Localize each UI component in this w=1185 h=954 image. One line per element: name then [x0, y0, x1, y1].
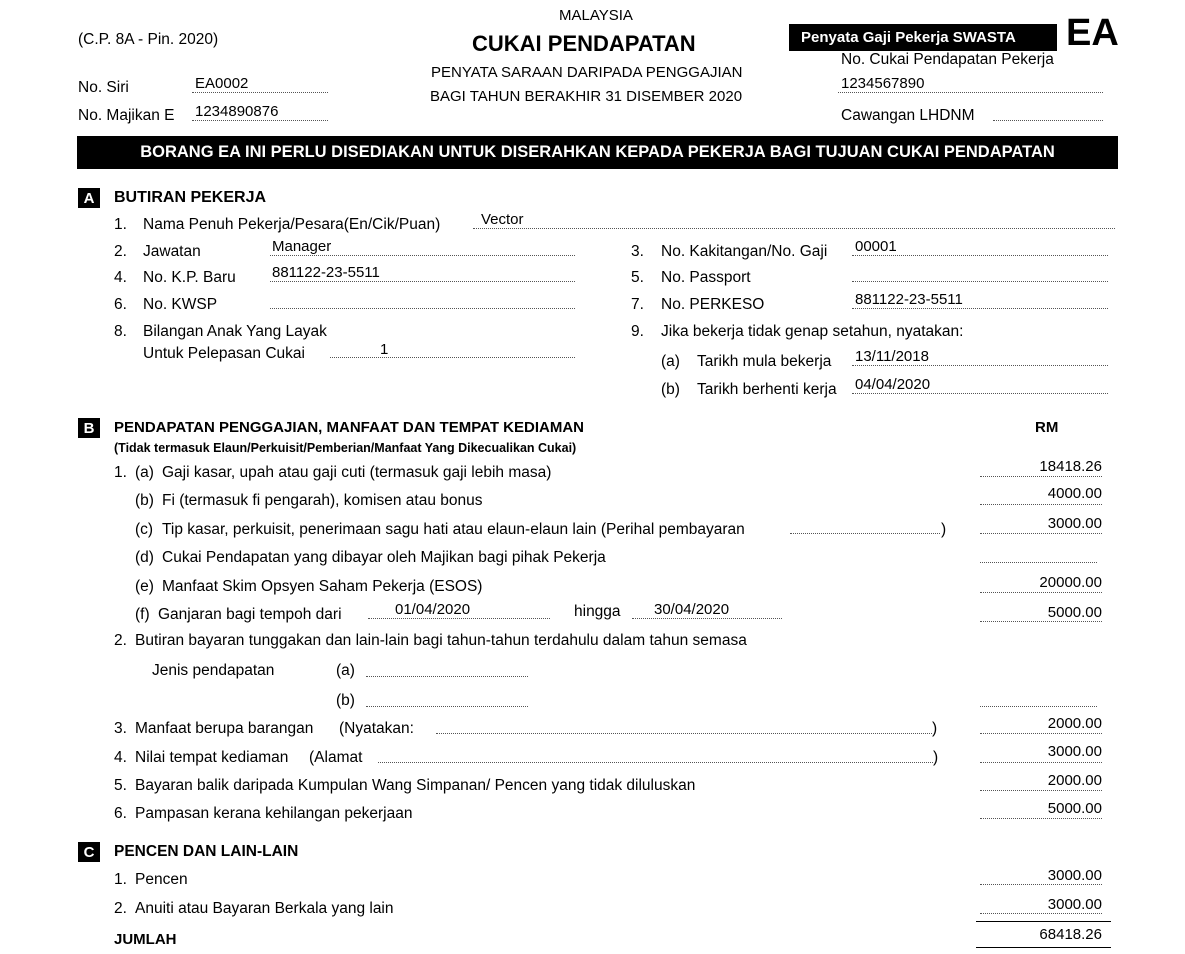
- b1b-amount: 4000.00: [1047, 485, 1102, 502]
- branch-line: [993, 120, 1103, 121]
- b1a-label: (a): [135, 464, 154, 481]
- b2a-line: [366, 676, 528, 677]
- b1e-text: Manfaat Skim Opsyen Saham Pekerja (ESOS): [162, 578, 483, 595]
- total-bottom-rule: [976, 947, 1111, 948]
- country-label: MALAYSIA: [559, 7, 633, 24]
- b3-text: Manfaat berupa barangan: [135, 720, 314, 737]
- ic-label: No. K.P. Baru: [143, 269, 236, 286]
- b2-type-label: Jenis pendapatan: [152, 662, 275, 679]
- no-siri-line: [192, 92, 328, 93]
- a-num-2: 2.: [114, 243, 127, 260]
- b1f-amount: 5000.00: [1047, 604, 1102, 621]
- b1b-label: (b): [135, 492, 154, 509]
- c1-amount: 3000.00: [1047, 867, 1102, 884]
- end-date-value: 04/04/2020: [855, 376, 931, 393]
- kwsp-label: No. KWSP: [143, 296, 218, 313]
- b5-amount: 2000.00: [1047, 772, 1102, 789]
- total-amount: 68418.26: [1039, 926, 1102, 943]
- b1f-text: Ganjaran bagi tempoh dari: [158, 606, 342, 623]
- c2-text: Anuiti atau Bayaran Berkala yang lain: [135, 900, 394, 917]
- position-value: Manager: [272, 238, 332, 255]
- b4-amount: 3000.00: [1047, 743, 1102, 760]
- b1f-to-value: 30/04/2020: [654, 601, 730, 618]
- ic-line: [270, 281, 575, 282]
- page-title: CUKAI PENDAPATAN: [472, 31, 696, 56]
- b1d-line: [980, 562, 1097, 563]
- b1a-line: [980, 476, 1102, 477]
- b3-line: [980, 733, 1102, 734]
- no-majikan-value: 1234890876: [195, 103, 279, 120]
- b3-close: ): [932, 720, 938, 737]
- start-sub-label: (a): [661, 353, 680, 370]
- b1f-to-line: [632, 618, 782, 619]
- total-label: JUMLAH: [114, 931, 177, 948]
- b4-address: (Alamat: [309, 749, 363, 766]
- b1d-text: Cukai Pendapatan yang dibayar oleh Majikan bagi pihak Pekerja: [162, 549, 606, 566]
- name-value: Vector: [481, 211, 524, 228]
- b1a-text: Gaji kasar, upah atau gaji cuti (termasuk gaji lebih masa): [162, 464, 552, 481]
- b-num-2: 2.: [114, 632, 127, 649]
- banner: BORANG EA INI PERLU DISEDIAKAN UNTUK DISERAHKAN KEPADA PEKERJA BAGI TUJUAN CUKAI PENDAPATAN: [77, 136, 1118, 169]
- b6-line: [980, 818, 1102, 819]
- section-a-title: BUTIRAN PEKERJA: [114, 189, 267, 206]
- c2-line: [980, 913, 1102, 914]
- c2-amount: 3000.00: [1047, 896, 1102, 913]
- total-top-rule: [976, 921, 1111, 922]
- b1c-label: (c): [135, 521, 154, 538]
- passport-label: No. Passport: [661, 269, 751, 286]
- end-sub-label: (b): [661, 381, 680, 398]
- a-num-7: 7.: [631, 296, 644, 313]
- statement-type-badge: Penyata Gaji Pekerja SWASTA: [789, 24, 1057, 51]
- c-num-2: 2.: [114, 900, 127, 917]
- subtitle-2: BAGI TAHUN BERAKHIR 31 DISEMBER 2020: [430, 88, 743, 105]
- b-num-5: 5.: [114, 777, 127, 794]
- a-num-9: 9.: [631, 323, 644, 340]
- position-label: Jawatan: [143, 243, 201, 260]
- ic-value: 881122-23-5511: [272, 264, 380, 281]
- b1f-line: [980, 621, 1102, 622]
- b4-close: ): [933, 749, 939, 766]
- b5-line: [980, 790, 1102, 791]
- branch-label: Cawangan LHDNM: [841, 107, 975, 124]
- section-b-note: (Tidak termasuk Elaun/Perkuisit/Pemberian/Manfaat Yang Dikecualikan Cukai): [114, 441, 577, 455]
- a-num-3: 3.: [631, 243, 644, 260]
- b-num-3: 3.: [114, 720, 127, 737]
- children-label-2: Untuk Pelepasan Cukai: [143, 345, 305, 362]
- b1f-label: (f): [135, 606, 150, 623]
- c-num-1: 1.: [114, 871, 127, 888]
- passport-line: [852, 281, 1108, 282]
- b6-amount: 5000.00: [1047, 800, 1102, 817]
- perkeso-value: 881122-23-5511: [855, 291, 963, 308]
- b1f-to-label: hingga: [574, 603, 621, 620]
- b3-fill-line: [436, 733, 932, 734]
- section-a-letter: A: [78, 188, 100, 208]
- b1d-label: (d): [135, 549, 154, 566]
- b1c-line: [980, 533, 1102, 534]
- a-num-6: 6.: [114, 296, 127, 313]
- perkeso-label: No. PERKESO: [661, 296, 765, 313]
- staff-line: [852, 255, 1108, 256]
- kwsp-line: [270, 308, 575, 309]
- a-num-5: 5.: [631, 269, 644, 286]
- b1a-amount: 18418.26: [1039, 458, 1102, 475]
- b2b-line: [366, 706, 528, 707]
- a-num-1: 1.: [114, 216, 127, 233]
- currency-label: RM: [1035, 419, 1059, 436]
- children-line: [330, 357, 575, 358]
- children-value: 1: [380, 341, 389, 358]
- b1b-text: Fi (termasuk fi pengarah), komisen atau bonus: [162, 492, 483, 509]
- section-b-letter: B: [78, 418, 100, 438]
- position-line: [270, 255, 575, 256]
- form-code: (C.P. 8A - Pin. 2020): [78, 31, 219, 48]
- b1c-text: Tip kasar, perkuisit, penerimaan sagu hati atau elaun-elaun lain (Perihal pembayaran: [162, 521, 745, 538]
- b3-specify: (Nyatakan:: [339, 720, 414, 737]
- b1c-amount: 3000.00: [1047, 515, 1102, 532]
- end-date-line: [852, 393, 1108, 394]
- b2a-label: (a): [336, 662, 355, 679]
- b1b-line: [980, 504, 1102, 505]
- no-siri-value: EA0002: [195, 75, 249, 92]
- b1e-label: (e): [135, 578, 154, 595]
- b1f-from-line: [368, 618, 550, 619]
- b4-text: Nilai tempat kediaman: [135, 749, 289, 766]
- b5-text: Bayaran balik daripada Kumpulan Wang Simpanan/ Pencen yang tidak diluluskan: [135, 777, 696, 794]
- c1-line: [980, 884, 1102, 885]
- subtitle-1: PENYATA SARAAN DARIPADA PENGGAJIAN: [431, 64, 743, 81]
- partial-year-label: Jika bekerja tidak genap setahun, nyatakan:: [661, 323, 964, 340]
- end-date-label: Tarikh berhenti kerja: [697, 381, 837, 398]
- start-date-label: Tarikh mula bekerja: [697, 353, 832, 370]
- b-num-1: 1.: [114, 464, 127, 481]
- b2b-label: (b): [336, 692, 355, 709]
- perkeso-line: [852, 308, 1108, 309]
- section-c-letter: C: [78, 842, 100, 862]
- staff-value: 00001: [855, 238, 897, 255]
- tax-no-value: 1234567890: [841, 75, 925, 92]
- name-line: [473, 228, 1115, 229]
- b-num-4: 4.: [114, 749, 127, 766]
- a-num-8: 8.: [114, 323, 127, 340]
- b1f-from-value: 01/04/2020: [395, 601, 471, 618]
- b1c-fill-line: [790, 533, 940, 534]
- b1e-line: [980, 592, 1102, 593]
- a-num-4: 4.: [114, 269, 127, 286]
- no-majikan-line: [192, 120, 328, 121]
- tax-no-line: [838, 92, 1103, 93]
- section-b-title: PENDAPATAN PENGGAJIAN, MANFAAT DAN TEMPAT KEDIAMAN: [114, 419, 584, 436]
- no-majikan-label: No. Majikan E: [78, 107, 175, 124]
- c1-text: Pencen: [135, 871, 188, 888]
- b4-line: [980, 762, 1102, 763]
- no-siri-label: No. Siri: [78, 79, 129, 96]
- b2-text: Butiran bayaran tunggakan dan lain-lain bagi tahun-tahun terdahulu dalam tahun semasa: [135, 632, 747, 649]
- section-c-title: PENCEN DAN LAIN-LAIN: [114, 843, 299, 860]
- name-label: Nama Penuh Pekerja/Pesara(En/Cik/Puan): [143, 216, 441, 233]
- b4-fill-line: [378, 762, 933, 763]
- b6-text: Pampasan kerana kehilangan pekerjaan: [135, 805, 413, 822]
- ea-label: EA: [1066, 12, 1119, 54]
- tax-no-label: No. Cukai Pendapatan Pekerja: [841, 51, 1054, 68]
- children-label-1: Bilangan Anak Yang Layak: [143, 323, 327, 340]
- staff-label: No. Kakitangan/No. Gaji: [661, 243, 828, 260]
- start-date-line: [852, 365, 1108, 366]
- b-num-6: 6.: [114, 805, 127, 822]
- b1e-amount: 20000.00: [1039, 574, 1102, 591]
- b3-amount: 2000.00: [1047, 715, 1102, 732]
- b2b-amount-line: [980, 706, 1097, 707]
- b1c-close: ): [941, 521, 947, 538]
- start-date-value: 13/11/2018: [855, 348, 929, 365]
